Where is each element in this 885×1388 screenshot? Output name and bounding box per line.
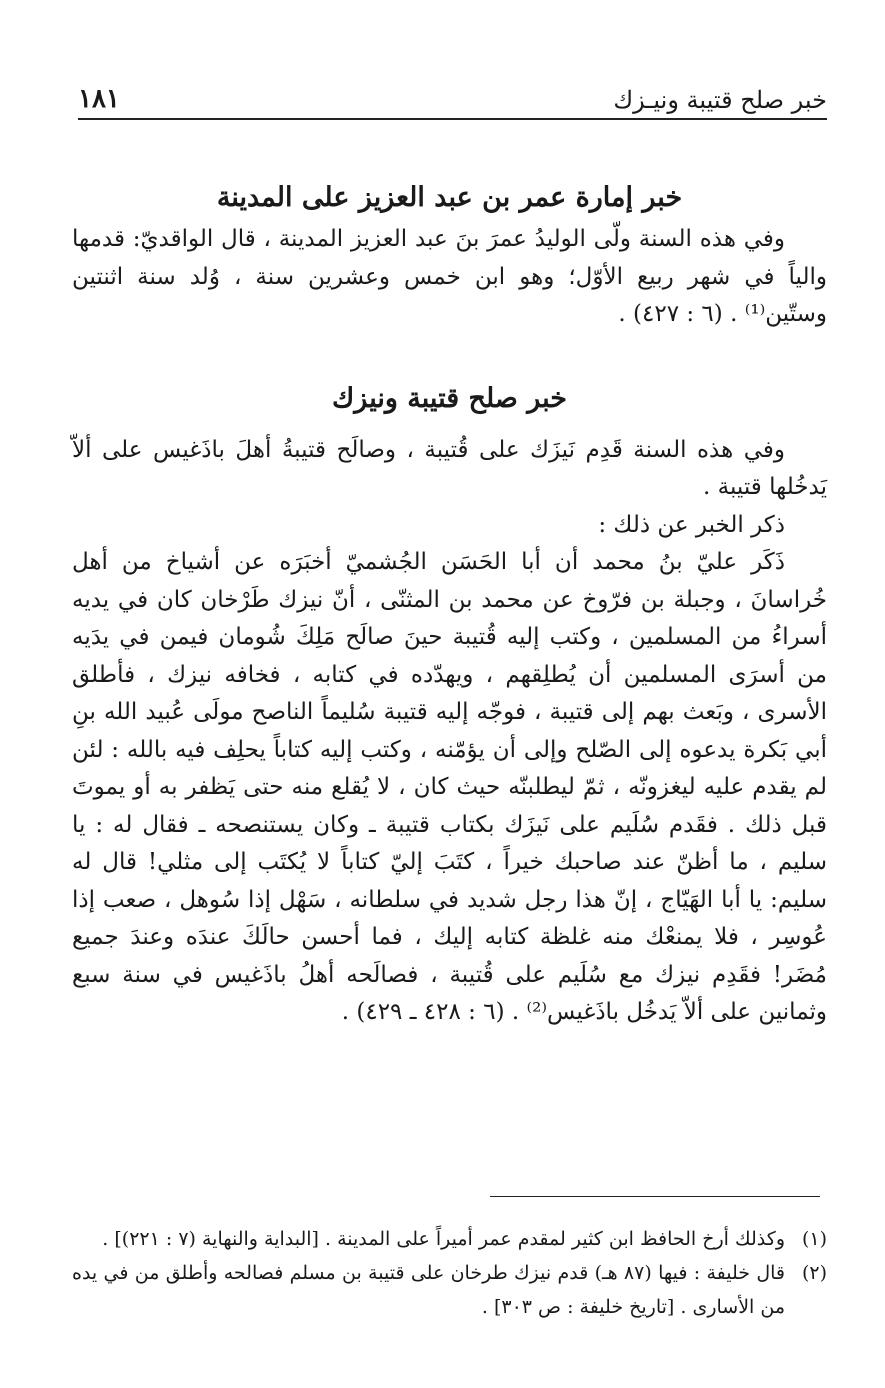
footnote-1 bbox=[72, 1222, 827, 1256]
running-header bbox=[78, 72, 827, 120]
footnotes bbox=[72, 1222, 827, 1324]
footnote-divider bbox=[490, 1196, 820, 1197]
paragraph-report-heading: ذكر الخبر عن ذلك : bbox=[598, 511, 785, 538]
footnote-number: (١) bbox=[801, 1228, 827, 1250]
footnote-text: قال خليفة : فيها (٨٧ هـ) قدم نيزك طرخان على قتيبة بن مسلم فصالحه وأطلق من في يده من الأسارى . [تاريخ خليفة : ص ٣٠٣] . bbox=[72, 1262, 785, 1318]
footnote-number: (٢) bbox=[801, 1262, 827, 1284]
footnote-text: وكذلك أرخ الحافظ ابن كثير لمقدم عمر أميراً على المدينة . [البداية والنهاية (٧ : ٢٢١)] . bbox=[102, 1228, 785, 1250]
paragraph-qutayba-nizak-intro: وفي هذه السنة قَدِم نَيزَك على قُتيبة ، وصالَح قتيبةُ أهلَ باذَغيس على ألاّ يَدخُلها قتيبة . bbox=[72, 436, 827, 500]
section-title-qutayba-nizak: خبر صلح قتيبة ونيزك bbox=[332, 382, 567, 414]
paragraph-umar-governorship: وفي هذه السنة ولّى الوليدُ عمرَ بنَ عبد العزيز المدينة ، قال الواقديّ: قدمها والياً في شهر ربيع الأوّل؛ وهو ابن خمس وعشرين سنة ، وُلد سنة اثنتين وستّين⁽¹⁾ . (٦ : ٤٢٧) . bbox=[72, 226, 827, 327]
main-text bbox=[72, 175, 827, 1032]
footnote-2 bbox=[72, 1256, 827, 1324]
section-title-umar-governorship: خبر إمارة عمر بن عبد العزيز على المدينة bbox=[216, 182, 683, 213]
paragraph-report-body: ذَكَر عليّ بنُ محمد أن أبا الحَسَن الجُشميّ أخبَرَه عن أشياخ من أهل خُراسانَ ، وجبلة بن فرّوخ عن محمد بن المثنّى ، أنّ نيزك طَرْخان كان في يديه أسراءُ من المسلمين ، وكتب إليه قُتيبة حينَ صالَح مَلِكَ شُومان فيمن في يدَيه من أسرَى المسلمين أن يُطلِقهم ، ويهدّده في كتابه ، فخافه نيزك ، فأطلق الأسرى ، وبَعث بهم إلى قتيبة ، فوجّه إليه قتيبة سُليماً الناصح مولَى عُبيد الله بنِ أبي بَكرة يدعوه إلى الصّلح وإلى أن يؤمّنه ، وكتب إليه كتاباً يحلِف فيه بالله : لئن لم يقدم عليه ليغزونّه ، ثمّ ليطلبنّه حيث كان ، لا يُقلع منه حتى يَظفر به أو يموتَ قبل ذلك . فقَدم سُلَيم على نَيزَك بكتاب قتيبة ـ وكان يستنصحه ـ فقال له : يا سليم ، ما أظنّ عند صاحبك خيراً ، كتَبَ إليّ كتاباً لا يُكتَب إلى مثلي! قال له سليم: يا أبا الهَيّاج ، إنّ هذا رجل شديد في سلطانه ، سَهْل إذا سُوهل ، صعب إذا عُوسِر ، فلا يمنعْك منه غلظة كتابه إليك ، فما أحسن حالَكَ عندَه وعندَ جميع مُضَر! فقَدِم نيزك مع سُلَيم على قُتيبة ، فصالَحه أهلُ باذَغيس في سنة سبع وثمانين على ألاّ يَدخُل باذَغيس⁽²⁾ . (٦ : ٤٢٨ ـ ٤٢٩) . bbox=[72, 549, 827, 1025]
running-title: خبر صلح قتيبة ونيـزك bbox=[613, 86, 827, 114]
page-number: ١٨١ bbox=[78, 84, 120, 114]
